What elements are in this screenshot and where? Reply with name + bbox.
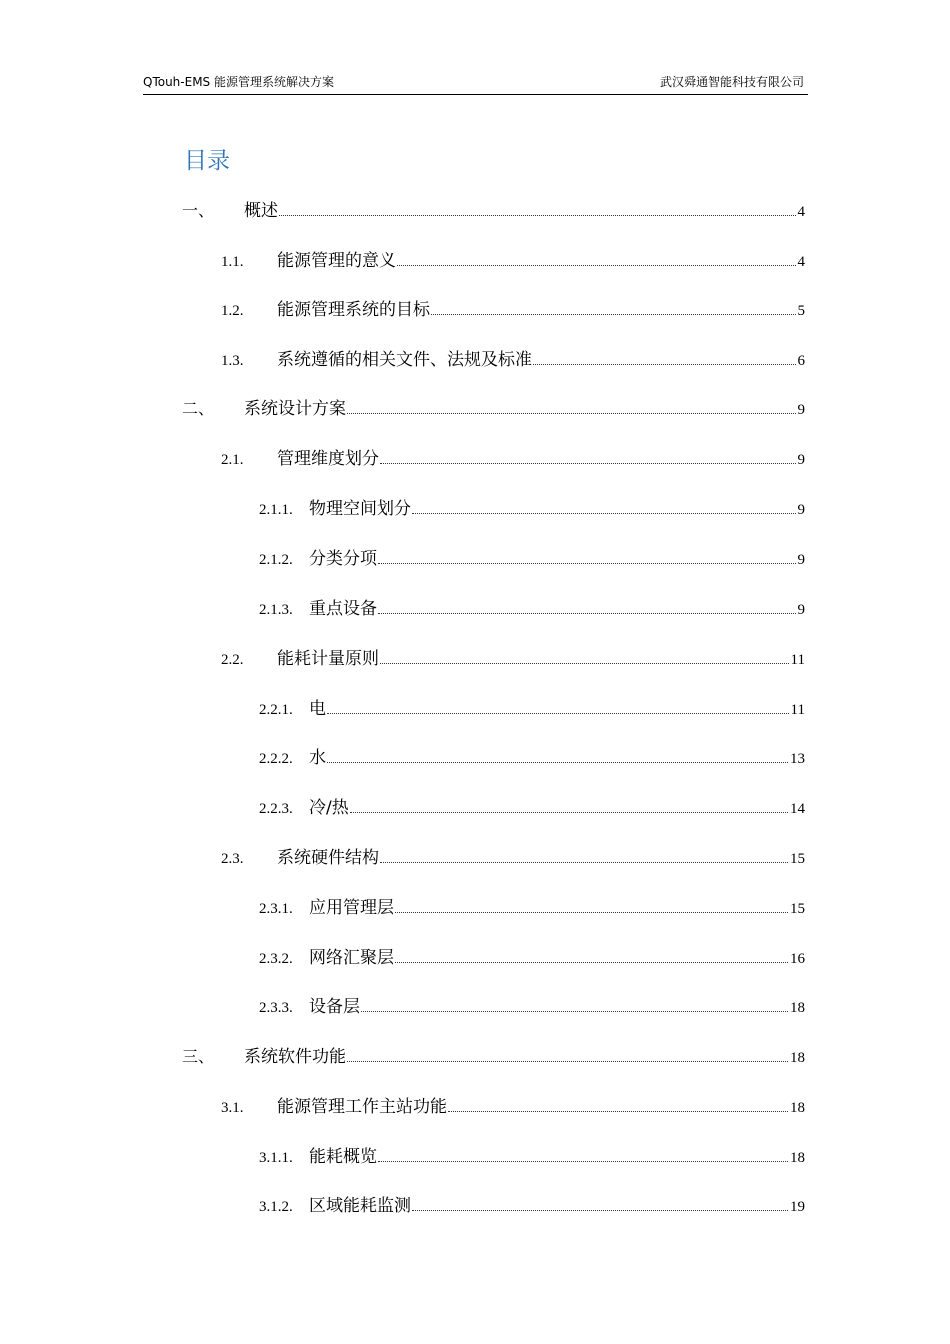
toc-entry-title: 分类分项 bbox=[309, 549, 377, 569]
toc-entry-page: 15 bbox=[790, 851, 805, 867]
toc-entry-title: 物理空间划分 bbox=[309, 499, 411, 519]
toc-entry-page: 15 bbox=[790, 901, 805, 917]
toc-entry-number: 2.1.3. bbox=[259, 602, 293, 618]
toc-entry[interactable] bbox=[221, 844, 805, 868]
toc-entry-number: 2.3. bbox=[221, 851, 244, 867]
toc-entry-page: 9 bbox=[797, 402, 805, 418]
toc-leader-dots bbox=[412, 1210, 788, 1211]
toc-entry-number: 2.2.1. bbox=[259, 702, 293, 718]
toc-entry-page: 16 bbox=[790, 951, 805, 967]
toc-entry-title: 系统设计方案 bbox=[244, 399, 346, 419]
toc-leader-dots bbox=[395, 912, 788, 913]
toc-entry-number: 3.1. bbox=[221, 1100, 244, 1116]
header-right-company: 武汉舜通智能科技有限公司 bbox=[659, 75, 804, 89]
toc-leader-dots bbox=[397, 265, 796, 266]
toc-entry-number: 2.1. bbox=[221, 452, 244, 468]
toc-entry-number: 2.2.3. bbox=[259, 801, 293, 817]
toc-entry-title: 设备层 bbox=[309, 997, 360, 1017]
toc-entry-number: 2.3.1. bbox=[259, 901, 293, 917]
toc-entry-title: 系统硬件结构 bbox=[277, 848, 379, 868]
toc-entry-title: 概述 bbox=[244, 201, 278, 221]
toc-leader-dots bbox=[380, 862, 788, 863]
toc-leader-dots bbox=[412, 513, 796, 514]
toc-entry-title: 区域能耗监测 bbox=[309, 1196, 411, 1216]
toc-entry-title: 应用管理层 bbox=[309, 898, 394, 918]
toc-leader-dots bbox=[378, 1161, 788, 1162]
toc-entry[interactable] bbox=[259, 595, 805, 619]
toc-leader-dots bbox=[347, 413, 796, 414]
toc-entry-page: 11 bbox=[790, 702, 805, 718]
toc-entry-number: 1.2. bbox=[221, 303, 244, 319]
toc-entry-title: 系统软件功能 bbox=[244, 1047, 346, 1067]
toc-leader-dots bbox=[350, 812, 788, 813]
toc-entry-title: 能耗计量原则 bbox=[277, 649, 379, 669]
toc-leader-dots bbox=[395, 962, 788, 963]
toc-entry-title: 系统遵循的相关文件、法规及标准 bbox=[277, 350, 532, 370]
toc-leader-dots bbox=[380, 663, 789, 664]
toc-entry-page: 13 bbox=[790, 751, 805, 767]
toc-entry-number: 2.3.3. bbox=[259, 1000, 293, 1016]
toc-entry[interactable] bbox=[182, 197, 805, 221]
toc-entry-title: 冷/热 bbox=[309, 798, 349, 818]
toc-leader-dots bbox=[279, 215, 796, 216]
toc-entry[interactable] bbox=[259, 695, 805, 719]
toc-leader-dots bbox=[378, 563, 796, 564]
toc-entry-number: 2.2.2. bbox=[259, 751, 293, 767]
toc-entry-page: 18 bbox=[790, 1100, 805, 1116]
toc-entry-number: 二、 bbox=[182, 399, 215, 418]
toc-entry[interactable] bbox=[259, 1192, 805, 1216]
toc-entry-title: 能源管理的意义 bbox=[277, 251, 396, 271]
toc-entry[interactable] bbox=[259, 495, 805, 519]
toc-entry-title: 能耗概览 bbox=[309, 1147, 377, 1167]
toc-entry-title: 网络汇聚层 bbox=[309, 948, 394, 968]
toc-leader-dots bbox=[431, 314, 796, 315]
toc-entry[interactable] bbox=[221, 296, 805, 320]
toc-entry-title: 能源管理系统的目标 bbox=[277, 300, 430, 320]
toc-entry-number: 2.3.2. bbox=[259, 951, 293, 967]
toc-leader-dots bbox=[327, 762, 788, 763]
toc-entry-title: 水 bbox=[309, 748, 326, 768]
toc-entry-page: 18 bbox=[790, 1000, 805, 1016]
toc-heading: 目录 bbox=[184, 148, 230, 174]
toc-entry[interactable] bbox=[259, 894, 805, 918]
toc-entry-title: 能源管理工作主站功能 bbox=[277, 1097, 447, 1117]
toc-entry[interactable] bbox=[259, 944, 805, 968]
toc-entry-number: 一、 bbox=[182, 201, 215, 220]
toc-entry-page: 6 bbox=[797, 353, 805, 369]
toc-entry-page: 9 bbox=[797, 452, 805, 468]
toc-entry[interactable] bbox=[221, 247, 805, 271]
toc-entry-number: 2.2. bbox=[221, 652, 244, 668]
toc-entry-number: 3.1.2. bbox=[259, 1199, 293, 1215]
toc-leader-dots bbox=[327, 713, 789, 714]
toc-entry-number: 2.1.2. bbox=[259, 552, 293, 568]
page-header bbox=[143, 70, 808, 95]
toc-entry-title: 管理维度划分 bbox=[277, 449, 379, 469]
toc-leader-dots bbox=[347, 1061, 788, 1062]
toc-leader-dots bbox=[533, 364, 796, 365]
toc-entry[interactable] bbox=[259, 1143, 805, 1167]
toc-entry-number: 2.1.1. bbox=[259, 502, 293, 518]
toc-entry[interactable] bbox=[221, 1093, 805, 1117]
toc-entry[interactable] bbox=[259, 993, 805, 1017]
toc-entry[interactable] bbox=[182, 395, 805, 419]
toc-entry-page: 5 bbox=[797, 303, 805, 319]
toc-entry-page: 14 bbox=[790, 801, 805, 817]
toc-leader-dots bbox=[380, 463, 796, 464]
toc-entry-page: 4 bbox=[797, 254, 805, 270]
toc-entry[interactable] bbox=[259, 794, 805, 818]
toc-entry[interactable] bbox=[221, 645, 805, 669]
toc-entry[interactable] bbox=[221, 346, 805, 370]
toc-entry-page: 11 bbox=[790, 652, 805, 668]
toc-entry[interactable] bbox=[259, 744, 805, 768]
toc-entry-page: 9 bbox=[797, 552, 805, 568]
toc-entry-page: 18 bbox=[790, 1150, 805, 1166]
toc-entry-page: 19 bbox=[790, 1199, 805, 1215]
toc-entry-number: 3.1.1. bbox=[259, 1150, 293, 1166]
toc-entry-page: 9 bbox=[797, 502, 805, 518]
toc-entry-title: 重点设备 bbox=[309, 599, 377, 619]
toc-entry[interactable] bbox=[221, 445, 805, 469]
toc-leader-dots bbox=[361, 1011, 788, 1012]
toc-entry-number: 三、 bbox=[182, 1047, 215, 1066]
toc-leader-dots bbox=[378, 613, 796, 614]
toc-entry-title: 电 bbox=[309, 699, 326, 719]
toc-entry-number: 1.1. bbox=[221, 254, 244, 270]
toc-leader-dots bbox=[448, 1111, 788, 1112]
toc-entry-number: 1.3. bbox=[221, 353, 244, 369]
toc-entry-page: 9 bbox=[797, 602, 805, 618]
toc-entry[interactable] bbox=[182, 1043, 805, 1067]
toc-entry-page: 4 bbox=[797, 204, 805, 220]
toc-entry[interactable] bbox=[259, 545, 805, 569]
header-left-title: QTouh-EMS 能源管理系统解决方案 bbox=[143, 75, 334, 89]
toc-entry-page: 18 bbox=[790, 1050, 805, 1066]
